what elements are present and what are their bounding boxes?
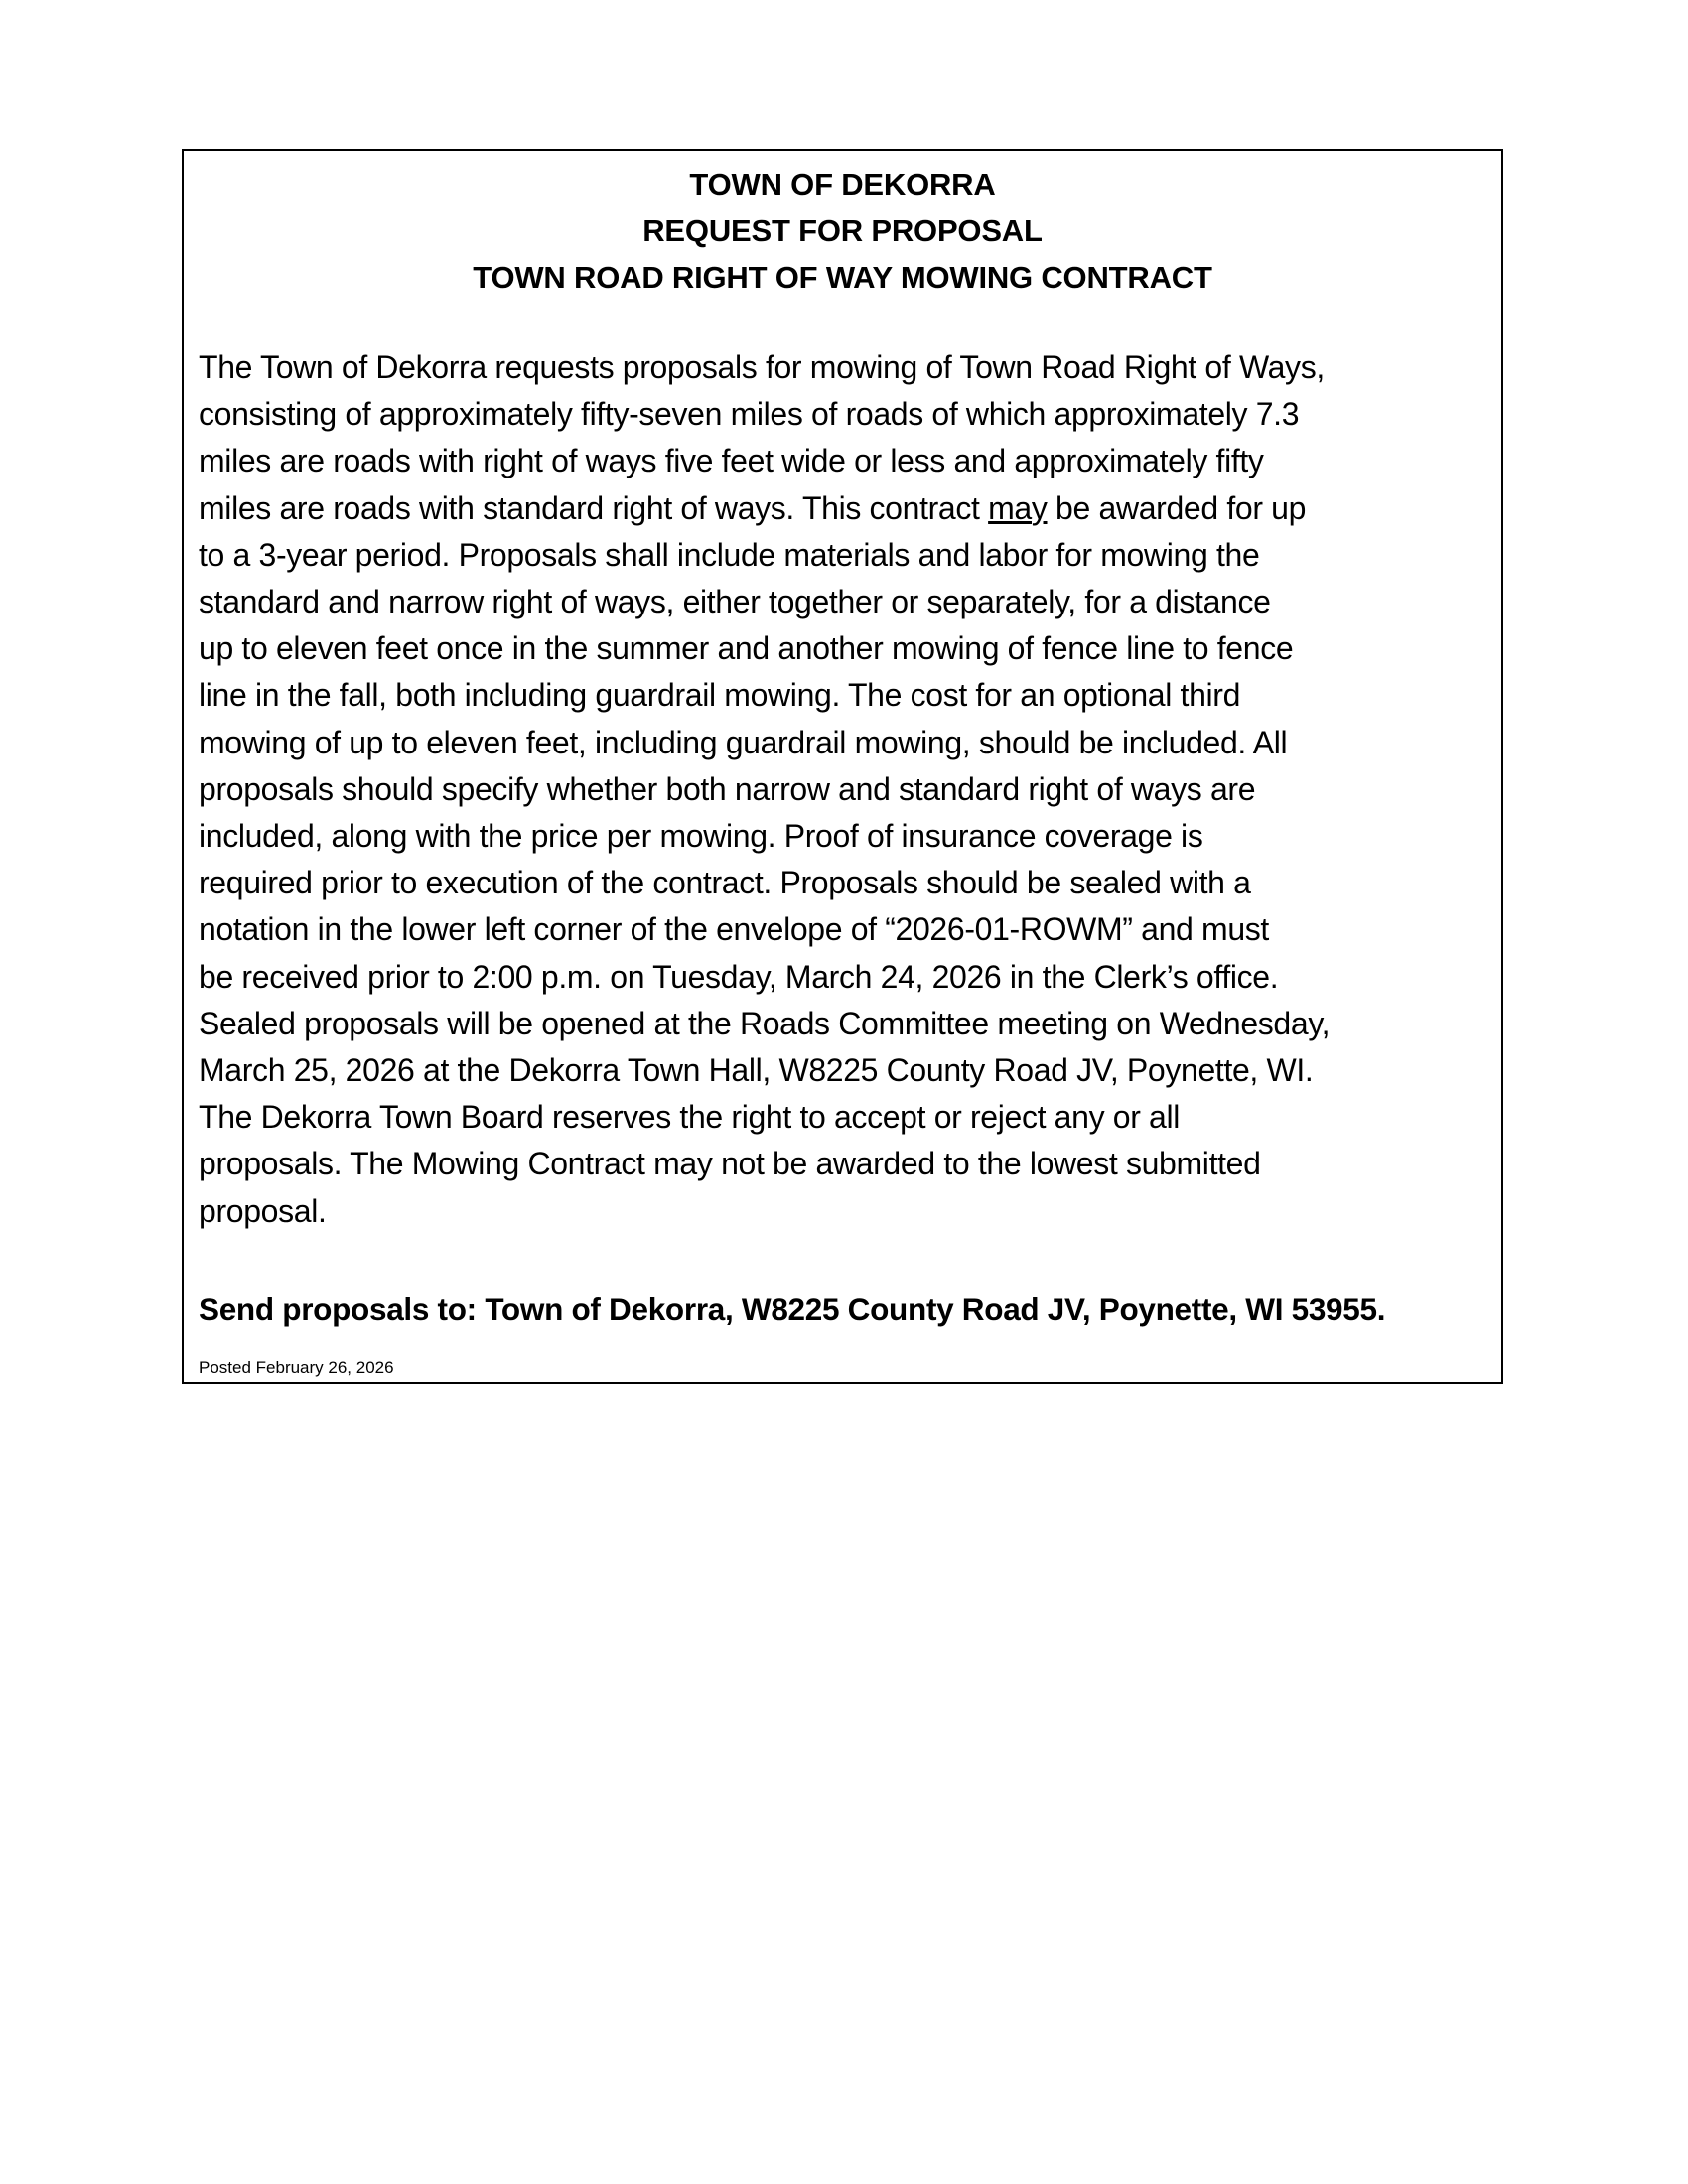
send-proposals-address: Send proposals to: Town of Dekorra, W8225 County Road JV, Poynette, WI 53955. <box>199 1292 1386 1327</box>
body-line: miles are roads with right of ways five feet wide or less and approximately fifty <box>199 443 1264 479</box>
heading-contract: TOWN ROAD RIGHT OF WAY MOWING CONTRACT <box>473 260 1212 295</box>
body-line: required prior to execution of the contract. Proposals should be sealed with a <box>199 865 1251 901</box>
body-line: March 25, 2026 at the Dekorra Town Hall, W8225 County Road JV, Poynette, WI. <box>199 1052 1314 1089</box>
heading-town: TOWN OF DEKORRA <box>689 167 996 202</box>
body-line: be received prior to 2:00 p.m. on Tuesday, March 24, 2026 in the Clerk’s office. <box>199 958 1279 995</box>
body-line <box>199 485 1494 532</box>
body-line: mowing of up to eleven feet, including guardrail mowing, should be included. All <box>199 724 1288 760</box>
body-line: included, along with the price per mowing. Proof of insurance coverage is <box>199 818 1203 855</box>
notice-heading <box>184 161 1501 301</box>
posted-date: Posted February 26, 2026 <box>199 1358 394 1377</box>
body-text-segment: be awarded for up <box>1047 489 1307 526</box>
notice-box <box>182 149 1503 1384</box>
body-line: proposals. The Mowing Contract may not be awarded to the lowest submitted <box>199 1146 1261 1182</box>
notice-body <box>199 344 1494 1235</box>
body-line: to a 3-year period. Proposals shall include materials and labor for mowing the <box>199 536 1260 573</box>
underlined-may: may <box>988 489 1048 526</box>
body-text-segment: miles are roads with standard right of ways. This contract <box>199 489 989 526</box>
body-line: Sealed proposals will be opened at the Roads Committee meeting on Wednesday, <box>199 1005 1331 1041</box>
body-line: proposals should specify whether both narrow and standard right of ways are <box>199 770 1256 807</box>
body-line: standard and narrow right of ways, either together or separately, for a distance <box>199 584 1271 620</box>
body-line: up to eleven feet once in the summer and another mowing of fence line to fence <box>199 630 1294 667</box>
body-line: The Dekorra Town Board reserves the right to accept or reject any or all <box>199 1099 1181 1136</box>
body-line: The Town of Dekorra requests proposals for mowing of Town Road Right of Ways, <box>199 349 1325 385</box>
heading-request: REQUEST FOR PROPOSAL <box>642 213 1043 248</box>
body-line: proposal. <box>199 1192 327 1229</box>
body-line: notation in the lower left corner of the envelope of “2026-01-ROWM” and must <box>199 911 1269 948</box>
body-line: consisting of approximately fifty-seven miles of roads of which approximately 7.3 <box>199 396 1300 433</box>
body-line: line in the fall, both including guardrail mowing. The cost for an optional third <box>199 677 1241 714</box>
